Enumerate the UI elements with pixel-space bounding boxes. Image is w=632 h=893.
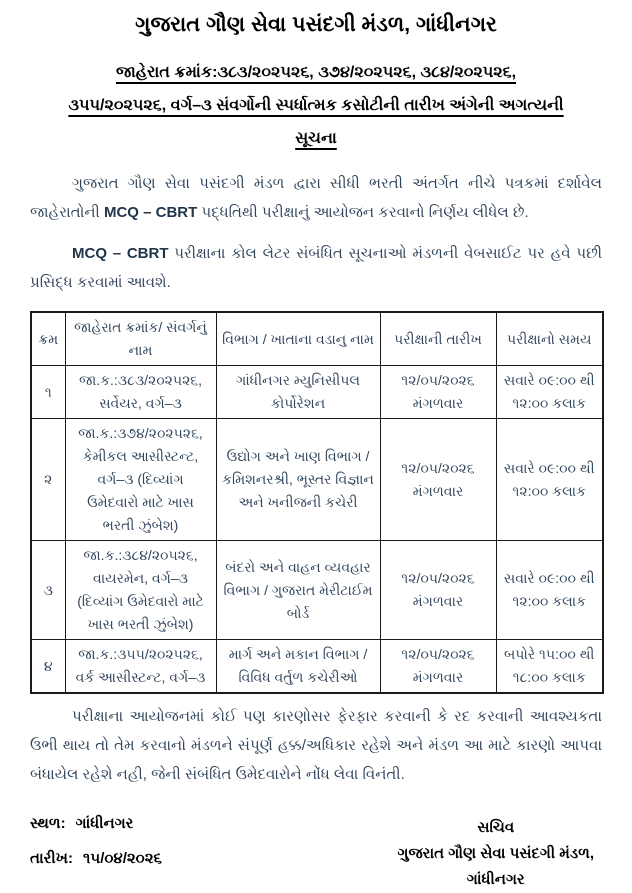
subtitle-line-2: ૩૫૫/૨૦૨૫૨૬, વર્ગ–૩ સંવર્ગોની સ્પર્ધાત્મક કસોટીની તારીખ અંગેની અગત્યની	[68, 97, 564, 114]
table-header-row	[31, 312, 603, 366]
cell-exam-time: સવારે ૦૯:૦૦ થી ૧૨:૦૦ કલાક	[496, 366, 603, 419]
page-title: ગુજરાત ગૌણ સેવા પસંદગી મંડળ, ગાંધીનગર	[135, 13, 497, 36]
cell-department: ગાંધીનગર મ્યુનિસીપલ કોર્પોરેશન	[216, 366, 380, 419]
cell-advert: જા.ક.:૩૭૪/૨૦૨૫૨૬, કેમીકલ આસીસ્ટન્ટ, વર્ગ–૩ (દિવ્યાંગ ઉમેદવારો માટે ખાસ ભરતી ઝુંબેશ)	[65, 419, 216, 541]
cell-advert: જા.ક.:૩૮૪/૨૦૫૨૬, વાયરમેન, વર્ગ–૩ (દિવ્યાંગ ઉમેદવારો માટે ખાસ ભરતી ઝુંબેશ)	[65, 541, 216, 640]
place-label: સ્થળ:	[30, 815, 66, 832]
date-value: ૧૫/૦૪/૨૦૨૬	[83, 850, 162, 867]
cell-advert: જા.ક.:૩૮૩/૨૦૨૫૨૬, સર્વેયર, વર્ગ–૩	[65, 366, 216, 419]
disclaimer-paragraph: પરીક્ષાના આયોજનમાં કોઈ પણ કારણોસર ફેરફાર કરવાની કે રદ કરવાની આવશ્યકતા ઉભી થાય તો તેમ કરવાનો મંડળને સંપૂર્ણ હક્ક/અધિકાર રહેશે અને મંડળ આ માટે કારણો આપવા બંધાયેલ રહેશે નહી, જેની સંબંધિત ઉમેદવારોને નોંધ લેવા વિનંતી.	[30, 708, 602, 783]
place-value: ગાંધીનગર	[75, 815, 134, 832]
authority-designation: સચિવ	[477, 819, 515, 836]
authority-org: ગુજરાત ગૌણ સેવા પસંદગી મંડળ,	[397, 845, 594, 862]
cell-advert: જા.ક.:૩૫૫/૨૦૨૫૨૬, વર્ક આસીસ્ટન્ટ, વર્ગ–૩	[65, 640, 216, 694]
cell-exam-date: ૧૨/૦૫/૨૦૨૬ મંગળવાર	[380, 419, 496, 541]
cell-exam-time: સવારે ૦૯:૦૦ થી ૧૨:૦૦ કલાક	[496, 541, 603, 640]
header-sr: ક્રમ	[31, 312, 65, 366]
intro-paragraph: ગુજરાત ગૌણ સેવા પસંદગી મંડળ દ્વારા સીધી ભરતી અંતર્ગત નીચે પત્રકમાં દર્શાવેલ જાહેરાતોની MCQ – CBRT પદ્ધતિથી પરીક્ષાનું આયોજન કરવાનો નિર્ણય લીધેલ છે.	[30, 175, 602, 221]
cell-sr: ૪	[31, 640, 65, 694]
table-row	[31, 541, 603, 640]
authority-city: ગાંધીનગર	[466, 871, 525, 888]
place-line	[30, 815, 162, 832]
cell-exam-time: બપોરે ૧૫:૦૦ થી ૧૮:૦૦ કલાક	[496, 640, 603, 694]
date-line	[30, 850, 162, 867]
table-row	[31, 366, 603, 419]
authority-block	[398, 815, 594, 893]
date-label: તારીખ:	[30, 850, 73, 867]
cell-exam-date: ૧૨/૦૫/૨૦૨૬ મંગળવાર	[380, 366, 496, 419]
cell-department: ઉદ્યોગ અને ખાણ વિભાગ / કમિશનરશ્રી, ભૂસ્તર વિજ્ઞાન અને ખનીજની કચેરી	[216, 419, 380, 541]
place-date-block	[30, 815, 162, 885]
cell-sr: ૧	[31, 366, 65, 419]
cell-sr: ૨	[31, 419, 65, 541]
header-department: વિભાગ / ખાતાના વડાનુ નામ	[216, 312, 380, 366]
cell-exam-time: સવારે ૦૯:૦૦ થી ૧૨:૦૦ કલાક	[496, 419, 603, 541]
header-exam-time: પરીક્ષાનો સમય	[496, 312, 603, 366]
mcq-cbrt-label: MCQ – CBRT	[103, 204, 198, 221]
cell-exam-date: ૧૨/૦૫/૨૦૨૬ મંગળવાર	[380, 640, 496, 694]
header-exam-date: પરીક્ષાની તારીખ	[380, 312, 496, 366]
cell-sr: ૩	[31, 541, 65, 640]
signature-block	[30, 815, 602, 893]
subtitle-line-3: સૂચના	[295, 130, 337, 147]
cell-department: બંદરો અને વાહન વ્યવહાર વિભાગ / ગુજરાત મેરીટાઈમ બોર્ડ	[216, 541, 380, 640]
cell-exam-date: ૧૨/૦૫/૨૦૨૬ મંગળવાર	[380, 541, 496, 640]
mcq-cbrt-label: MCQ – CBRT	[72, 245, 169, 262]
cell-department: માર્ગ અને મકાન વિભાગ / વિવિધ વર્તુળ કચેરીઓ	[216, 640, 380, 694]
table-row	[31, 419, 603, 541]
table-row	[31, 640, 603, 694]
notice-subtitle	[30, 56, 602, 155]
call-letter-paragraph: MCQ – CBRT પરીક્ષાના કોલ લેટર સંબંધિત સૂચનાઓ મંડળની વેબસાઈટ પર હવે પછી પ્રસિદ્ધ કરવામાં આવશે.	[30, 245, 602, 291]
exam-schedule-table	[30, 311, 604, 694]
subtitle-line-1: જાહેરાત ક્રમાંક:૩૮૩/૨૦૨૫૨૬, ૩૭૪/૨૦૨૫૨૬, ૩૮૪/૨૦૨૫૨૬,	[115, 64, 517, 81]
header-advert: જાહેરાત ક્રમાંક/ સંવર્ગનું નામ	[65, 312, 216, 366]
